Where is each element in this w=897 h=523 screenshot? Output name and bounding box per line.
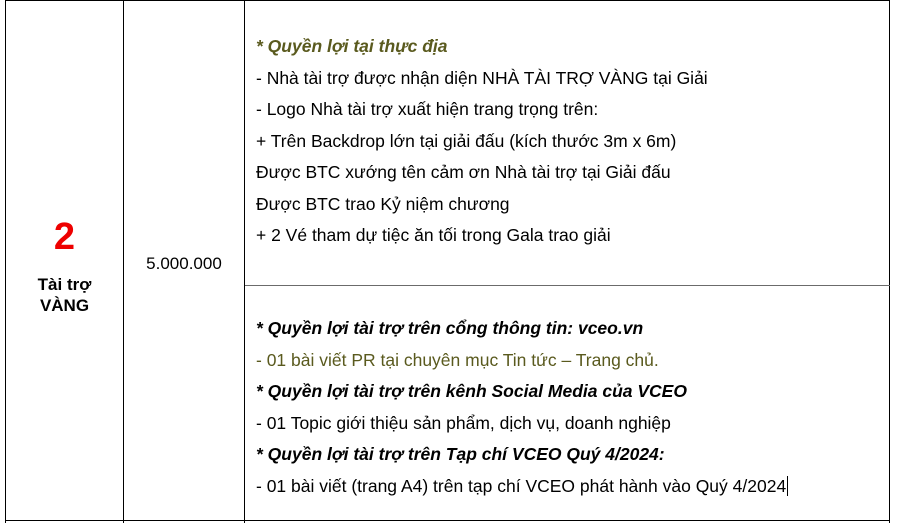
onsite-line: + Trên Backdrop lớn tại giải đấu (kích thước 3m x 6m): [256, 130, 677, 151]
onsite-heading: * Quyền lợi tại thực địa: [256, 36, 448, 56]
media-benefits: [256, 313, 886, 502]
rank-label-line2: VÀNG: [39, 295, 90, 315]
rank-label: [38, 274, 92, 316]
onsite-line: - Nhà tài trợ được nhận diện NHÀ TÀI TRỢ VÀNG tại Giải: [256, 67, 708, 88]
amount-cell: [124, 0, 244, 523]
social-line: - 01 Topic giới thiệu sản phẩm, dịch vụ, doanh nghiệp: [256, 412, 671, 433]
onsite-line: + 2 Vé tham dự tiệc ăn tối trong Gala trao giải: [256, 225, 611, 245]
sponsorship-amount: 5.000.000: [146, 253, 222, 273]
magazine-heading: * Quyền lợi tài trợ trên Tạp chí VCEO Quý 4/2024:: [256, 444, 665, 464]
portal-line: - 01 bài viết PR tại chuyên mục Tin tức – Trang chủ.: [256, 349, 659, 370]
row-divider-benefits: [245, 285, 890, 286]
magazine-line: - 01 bài viết (trang A4) trên tạp chí VCEO phát hành vào Quý 4/2024: [256, 475, 787, 496]
rank-label-line1: Tài trợ: [37, 274, 92, 294]
onsite-line: Được BTC xướng tên cảm ơn Nhà tài trợ tại Giải đấu: [256, 162, 671, 182]
onsite-benefits: [256, 31, 886, 252]
portal-heading: * Quyền lợi tài trợ trên cổng thông tin: vceo.vn: [256, 318, 644, 338]
magazine-line-row[interactable]: [256, 471, 886, 503]
social-heading: * Quyền lợi tài trợ trên kênh Social Media của VCEO: [256, 381, 687, 401]
column-divider-2: [244, 0, 245, 523]
table-border-right: [889, 0, 890, 523]
text-cursor: [787, 476, 788, 496]
rank-number: 2: [53, 215, 76, 258]
rank-cell: [6, 0, 123, 523]
onsite-line: Được BTC trao Kỷ niệm chương: [256, 193, 510, 214]
onsite-line: - Logo Nhà tài trợ xuất hiện trang trọng trên:: [256, 99, 599, 119]
